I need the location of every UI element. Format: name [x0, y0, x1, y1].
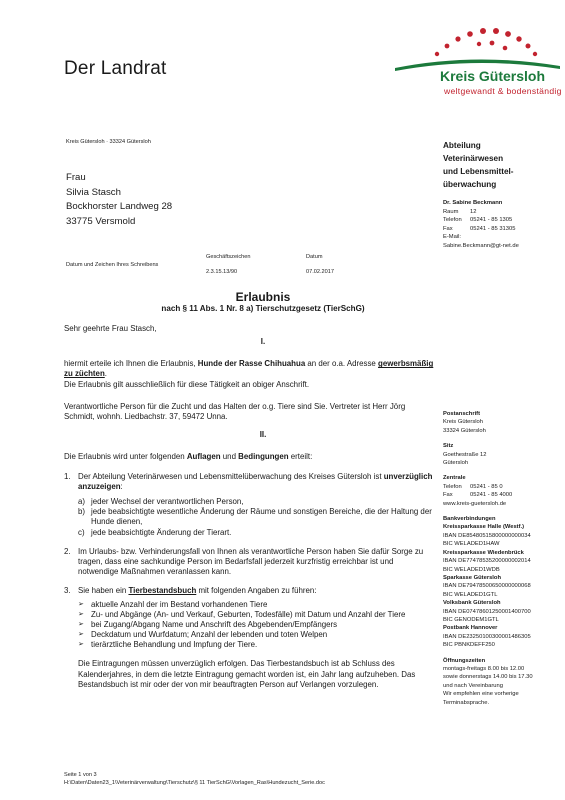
contact-fax-row	[443, 225, 519, 234]
text-run: Sie haben ein	[78, 585, 129, 595]
switchboard-heading: Zentrale	[443, 475, 466, 482]
text-run: Die Erlaubnis wird unter folgenden	[64, 451, 187, 461]
contact-block	[443, 199, 519, 251]
arrow-item	[78, 640, 434, 650]
text-run: :	[120, 482, 123, 492]
seat-line: Goethestraße 12	[443, 451, 487, 458]
bank-name: Postbank Hannover	[443, 625, 498, 632]
text-run: hiermit erteile ich Ihnen die Erlaubnis,	[64, 359, 198, 369]
permit-paragraph	[64, 359, 434, 389]
stock-book-list	[78, 600, 434, 650]
fax-label: Fax	[443, 225, 453, 232]
sub-item-letter: b)	[78, 507, 86, 517]
sub-item	[78, 507, 434, 527]
letter-subtitle: nach § 11 Abs. 1 Nr. 8 a) Tierschutzgesetz (TierSchG)	[161, 304, 365, 314]
bank-iban: IBAN DE79478500650000000068	[443, 583, 531, 590]
bank-name: Kreissparkasse Halle (Westf.)	[443, 524, 525, 531]
salutation: Sehr geehrte Frau Stasch,	[64, 324, 157, 334]
text-run: an der o.a. Adresse	[305, 359, 379, 369]
department-line: Veterinärwesen	[443, 154, 504, 163]
phone-value: 05241 - 85 1305	[470, 217, 513, 224]
arrow-bullet-icon: ➢	[78, 631, 84, 639]
bank-bic: BIC WELADED1GTL	[443, 591, 498, 598]
letter-body	[64, 292, 434, 690]
condition-item	[64, 472, 434, 538]
hours-line: Wir empfehlen eine vorherige	[443, 691, 519, 698]
letter-title: Erlaubnis	[235, 290, 291, 304]
breed-text: Hunde der Rasse Chihuahua	[197, 359, 306, 369]
landrat-heading: Der Landrat	[64, 58, 167, 79]
conditions-word: Auflagen	[186, 451, 221, 461]
room-label: Raum	[443, 208, 459, 215]
stock-book-text: Tierbestandsbuch	[128, 585, 197, 595]
date-label: Datum	[306, 254, 323, 260]
arrow-bullet-icon: ➢	[78, 600, 84, 608]
arrow-item	[78, 600, 434, 610]
sub-item	[78, 497, 434, 507]
file-number-label: Geschäftszeichen	[206, 254, 251, 260]
arrow-item-text: tierärztliche Behandlung und Impfung der Tiere.	[91, 640, 258, 650]
text-run: erteilt:	[288, 451, 313, 461]
text-line: Die Erlaubnis gilt ausschließlich für diese Tätigkeit an obiger Anschrift.	[64, 379, 310, 389]
recipient-line: Frau	[66, 172, 86, 183]
bank-bic: BIC WELADED1HAW	[443, 541, 500, 548]
department-line: Abteilung	[443, 141, 481, 150]
closing-paragraph: Die Eintragungen müssen unverzüglich erfolgen. Das Tierbestandsbuch ist ab Schluss des Kalenderjahres, in dem die letzte Eintragung gemacht worden ist, ein Jahr lang aufzuheben. Das Bestandsbuch ist mir oder der von mir beauftragten Person auf Verlangen vorzulegen.	[78, 659, 416, 689]
department-line: überwachung	[443, 180, 497, 189]
bank-iban: IBAN DE07478601250001400700	[443, 608, 531, 615]
hours-line: und nach Vereinbarung	[443, 682, 503, 689]
reference-label: Datum und Zeichen Ihres Schreibens	[66, 262, 159, 268]
sender-line: Kreis Gütersloh · 33324 Gütersloh	[66, 139, 151, 145]
room-value: 12	[470, 208, 477, 215]
postal-heading: Postanschrift	[443, 411, 481, 417]
seat-heading: Sitz	[443, 443, 454, 450]
bank-bic: BIC GENODEM1GTL	[443, 616, 499, 623]
sub-item-text: jede beabsichtigte Änderung der Tierart.	[91, 527, 232, 537]
sub-item-letter: c)	[78, 527, 85, 537]
bank-bic: BIC PBNKDEFF250	[443, 642, 495, 649]
logo-slogan: weltgewandt & bodenständig	[444, 86, 562, 96]
sub-item	[78, 528, 434, 538]
item-text: Im Urlaubs- bzw. Verhinderungsfall von Ihnen als verantwortliche Person haben Sie dafür Sorge zu tragen, dass eine sachkundige Person im Bedarfsfall jederzeit kurzfristig erreichbar ist und notwendige Maßnahmen veranlassen kann.	[78, 546, 424, 576]
item-number: 1.	[64, 472, 71, 482]
department-line: und Lebensmittel-	[443, 167, 514, 176]
switchboard-fax-label: Fax	[443, 492, 453, 499]
item-number: 3.	[64, 585, 71, 595]
section-number: II.	[259, 429, 267, 439]
page-number: Seite 1 von 3	[64, 772, 97, 778]
recipient-address	[66, 171, 172, 229]
postal-line: Kreis Gütersloh	[443, 419, 483, 426]
arrow-item-text: Zu- und Abgänge (An- und Verkauf, Geburten, Todesfälle) mit Datum und Anzahl der Tiere	[91, 610, 406, 620]
file-number-value: 2.3.15.13/90	[206, 269, 238, 275]
arrow-item-text: bei Zugang/Abgang Name und Anschrift des Abgebenden/Empfängers	[91, 620, 338, 630]
arrow-item-text: aktuelle Anzahl der im Bestand vorhandenen Tiere	[91, 599, 268, 609]
contact-name: Dr. Sabine Beckmann	[443, 200, 503, 206]
recipient-line: Bockhorster Landweg 28	[66, 201, 173, 212]
bank-iban: IBAN DE23250100300001486305	[443, 633, 531, 640]
conditions-word: Bedingungen	[238, 451, 289, 461]
date-value: 07.02.2017	[306, 269, 334, 275]
switchboard-phone-row	[443, 483, 561, 491]
bank-heading: Bankverbindungen	[443, 516, 496, 523]
switchboard-phone-value: 05241 - 85 0	[470, 483, 503, 490]
item-number: 2.	[64, 546, 71, 556]
file-path: H:\Daten\Daten23_1\Veterinärverwaltung\Tierschutz\§ 11 TierSchG\Vorlagen_Ras\Hundezucht_Serie.doc	[64, 780, 325, 786]
responsible-person-paragraph: Verantwortliche Person für die Zucht und das Halten der o.g. Tiere sind Sie. Vertreter ist Herr Jörg Schmidt, wohnh. Liedbachstr. 37, 59472 Unna.	[64, 401, 406, 421]
bank-iban: IBAN DE85480515800000000034	[443, 532, 531, 539]
switchboard-fax-row	[443, 491, 561, 499]
commercial-breeding-text: gewerbsmäßig zu züchten	[64, 359, 434, 379]
section-number: I.	[260, 337, 266, 347]
sub-item-text: jeder Wechsel der verantwortlichen Person,	[91, 497, 244, 507]
switchboard-phone-label: Telefon	[443, 483, 462, 490]
text-run: Der Abteilung Veterinärwesen und Lebensmittelüberwachung des Kreises Gütersloh ist	[78, 472, 384, 482]
arrow-item	[78, 630, 434, 640]
conditions-intro	[64, 452, 434, 462]
seat-line: Gütersloh	[443, 460, 469, 467]
hours-line: sowie donnerstags 14.00 bis 17.30	[443, 674, 533, 681]
hours-line: montags-freitags 8.00 bis 12.00	[443, 665, 525, 672]
arrow-bullet-icon: ➢	[78, 621, 84, 629]
arrow-item	[78, 620, 434, 630]
hours-heading: Öffnungszeiten	[443, 657, 486, 664]
bank-name: Kreissparkasse Wiedenbrück	[443, 549, 524, 556]
contact-phone-row	[443, 216, 519, 225]
condition-item	[64, 586, 434, 651]
arrow-item	[78, 610, 434, 620]
recipient-line: 33775 Versmold	[66, 215, 136, 227]
sub-item-text: jede beabsichtigte wesentliche Änderung der Räume und sonstigen Bereiche, die der Haltung der Hunde dienen,	[91, 507, 432, 527]
department-block	[443, 139, 514, 191]
bank-bic: BIC WELADED1WDB	[443, 566, 500, 573]
hours-line: Terminabsprache.	[443, 699, 490, 706]
bank-iban: IBAN DE77478535200000002014	[443, 558, 531, 565]
email-value: Sabine.Beckmann@gt-net.de	[443, 242, 519, 249]
notify-text: unverzüglich anzuzeigen	[78, 472, 433, 492]
bank-name: Volksbank Gütersloh	[443, 600, 501, 607]
sub-item-letter: a)	[78, 497, 86, 507]
contact-room-row	[443, 208, 519, 217]
condition-item	[64, 547, 434, 577]
sidebar-info	[443, 410, 561, 707]
text-run: mit folgenden Angaben zu führen:	[196, 585, 317, 595]
arrow-bullet-icon: ➢	[78, 611, 84, 619]
text-run: .	[104, 369, 107, 379]
arrow-item-text: Deckdatum und Wurfdatum; Anzahl der lebenden und toten Welpen	[91, 630, 328, 640]
recipient-line: Silvia Stasch	[66, 186, 121, 198]
email-label: E-Mail:	[443, 234, 462, 241]
arrow-bullet-icon: ➢	[78, 641, 84, 649]
text-run: und	[220, 451, 239, 461]
logo-name: Kreis Gütersloh	[440, 68, 546, 84]
switchboard-fax-value: 05241 - 85 4000	[470, 492, 513, 499]
postal-line: 33324 Gütersloh	[443, 427, 486, 434]
phone-label: Telefon	[443, 217, 462, 224]
fax-value: 05241 - 85 31305	[470, 225, 516, 232]
notification-sublist	[78, 497, 434, 537]
bank-name: Sparkasse Gütersloh	[443, 574, 501, 581]
website: www.kreis-guetersloh.de	[443, 500, 507, 507]
conditions-list	[64, 472, 434, 650]
